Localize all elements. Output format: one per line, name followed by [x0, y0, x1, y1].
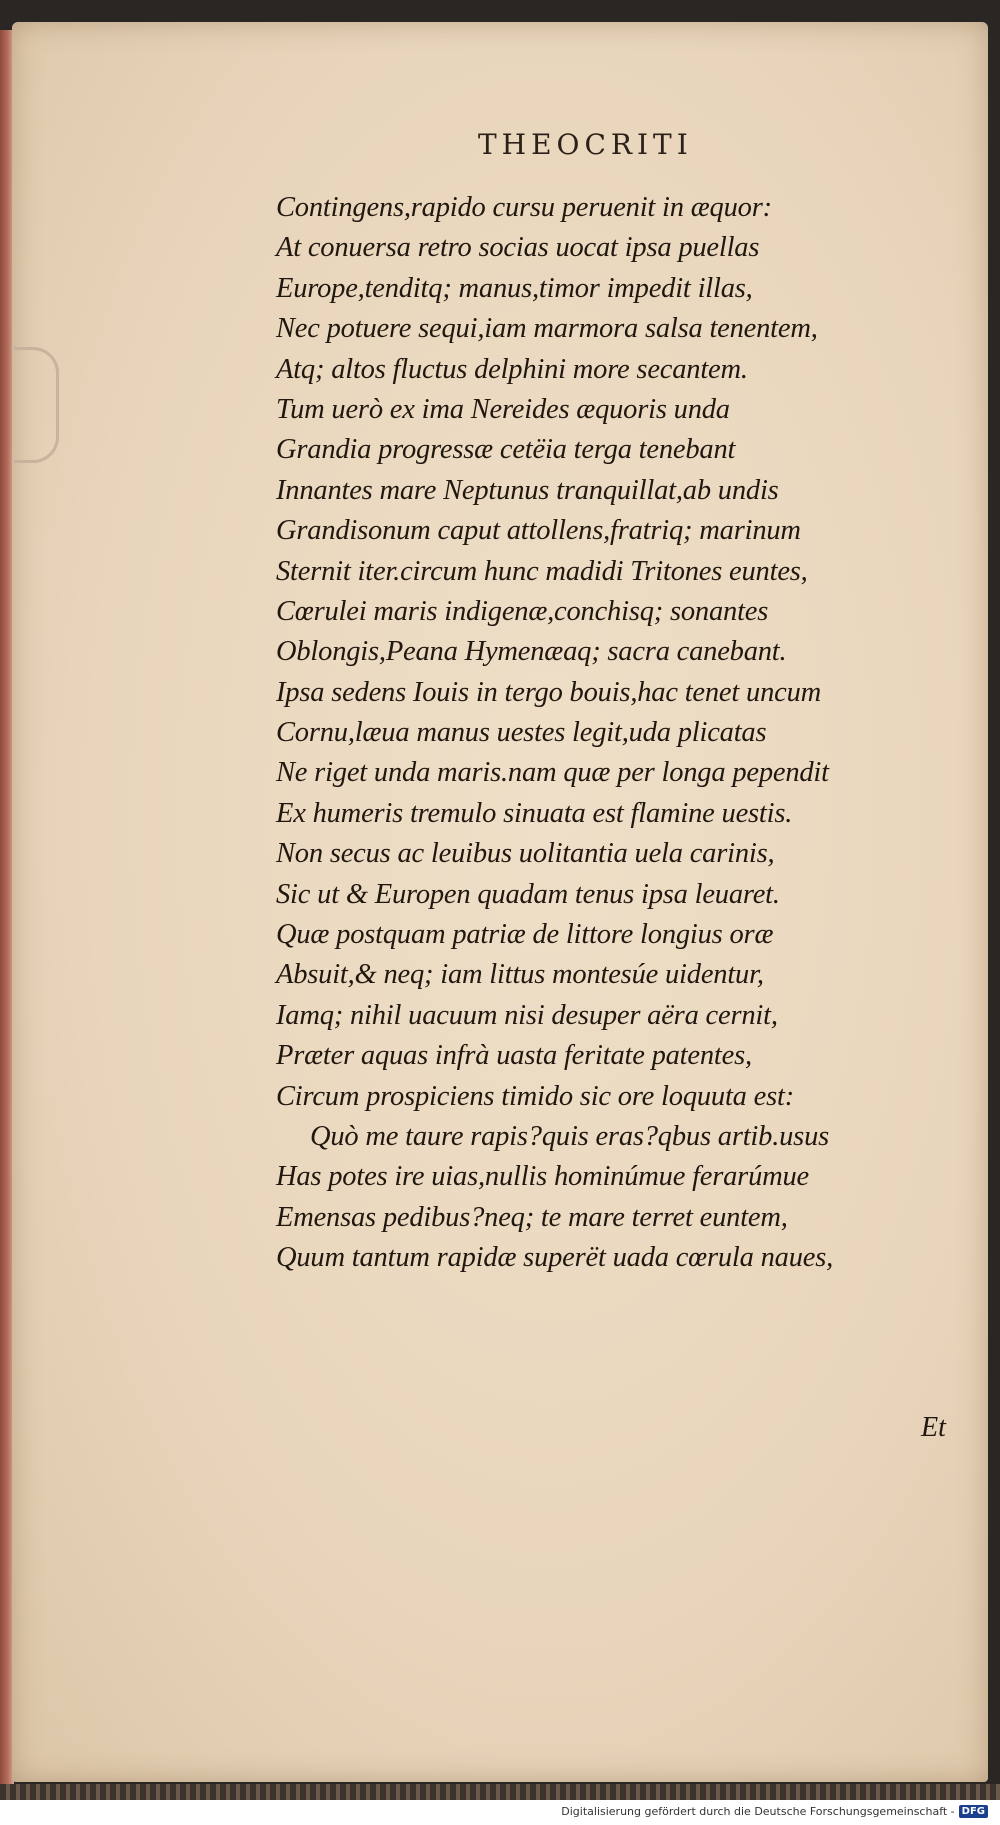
verse-text — [276, 188, 976, 1279]
footer-bar — [0, 1800, 1000, 1825]
verse-line: Grandia progressæ cetëia terga tenebant — [276, 434, 736, 466]
verse-line: Ipsa sedens Iouis in tergo bouis,hac tenet uncum — [276, 676, 822, 708]
catchword: Et — [921, 1412, 946, 1443]
verse-line: Cornu,læua manus uestes legit,uda plicatas — [276, 717, 767, 749]
verse-line: Absuit,& neq; iam littus montesúe uidentur, — [276, 959, 764, 991]
verse-line: Has potes ire uias,nullis hominúmue ferarúmue — [276, 1161, 810, 1193]
funding-credit — [561, 1805, 988, 1818]
verse-line: Non secus ac leuibus uolitantia uela carinis, — [276, 838, 775, 870]
verse-line: Circum prospiciens timido sic ore loquuta est: — [276, 1080, 795, 1112]
verse-line: Tum uerò ex ima Nereides æquoris unda — [276, 393, 730, 425]
verse-line: Contingens,rapido cursu peruenit in æquor: — [276, 192, 772, 223]
verse-line: Oblongis,Peana Hymenæaq; sacra canebant. — [276, 636, 787, 668]
verse-line: Cœrulei maris indigenæ,conchisq; sonantes — [276, 595, 769, 627]
credit-text: Digitalisierung gefördert durch die Deutsche Forschungsgemeinschaft - — [561, 1805, 955, 1818]
verse-line: Emensas pedibus?neq; te mare terret euntem, — [276, 1201, 788, 1233]
verse-line: Iamq; nihil uacuum nisi desuper aëra cernit, — [276, 999, 778, 1031]
verse-line: Ne riget unda maris.nam quæ per longa pependit — [276, 757, 829, 789]
page-bottom-edge — [0, 1784, 1000, 1800]
bookmark-tab-shadow — [14, 347, 59, 463]
verse-line: Quæ postquam patriæ de littore longius oræ — [276, 919, 774, 951]
verse-line: Nec potuere sequi,iam marmora salsa tenentem, — [276, 313, 818, 345]
verse-line: At conuersa retro socias uocat ipsa puellas — [276, 232, 760, 264]
verse-line-indented: Quò me taure rapis?quis eras?qbus artib.usus — [310, 1120, 830, 1152]
verse-line: Sternit iter.circum hunc madidi Tritones euntes, — [276, 555, 808, 587]
verse-line: Ex humeris tremulo sinuata est flamine uestis. — [276, 797, 793, 829]
verse-line: Atq; altos fluctus delphini more secantem. — [276, 353, 748, 385]
verse-line: Grandisonum caput attollens,fratriq; marinum — [276, 515, 801, 547]
verse-line: Præter aquas infrà uasta feritate patentes, — [276, 1040, 752, 1072]
verse-line: Europe,tenditq; manus,timor impedit illas, — [276, 272, 753, 304]
verse-line: Quum tantum rapidæ superët uada cœrula naues, — [276, 1242, 834, 1274]
verse-line: Innantes mare Neptunus tranquillat,ab undis — [276, 474, 779, 506]
dfg-logo: DFG — [959, 1805, 988, 1818]
running-head: THEOCRITI — [478, 128, 693, 161]
verse-line: Sic ut & Europen quadam tenus ipsa leuaret. — [276, 878, 780, 910]
